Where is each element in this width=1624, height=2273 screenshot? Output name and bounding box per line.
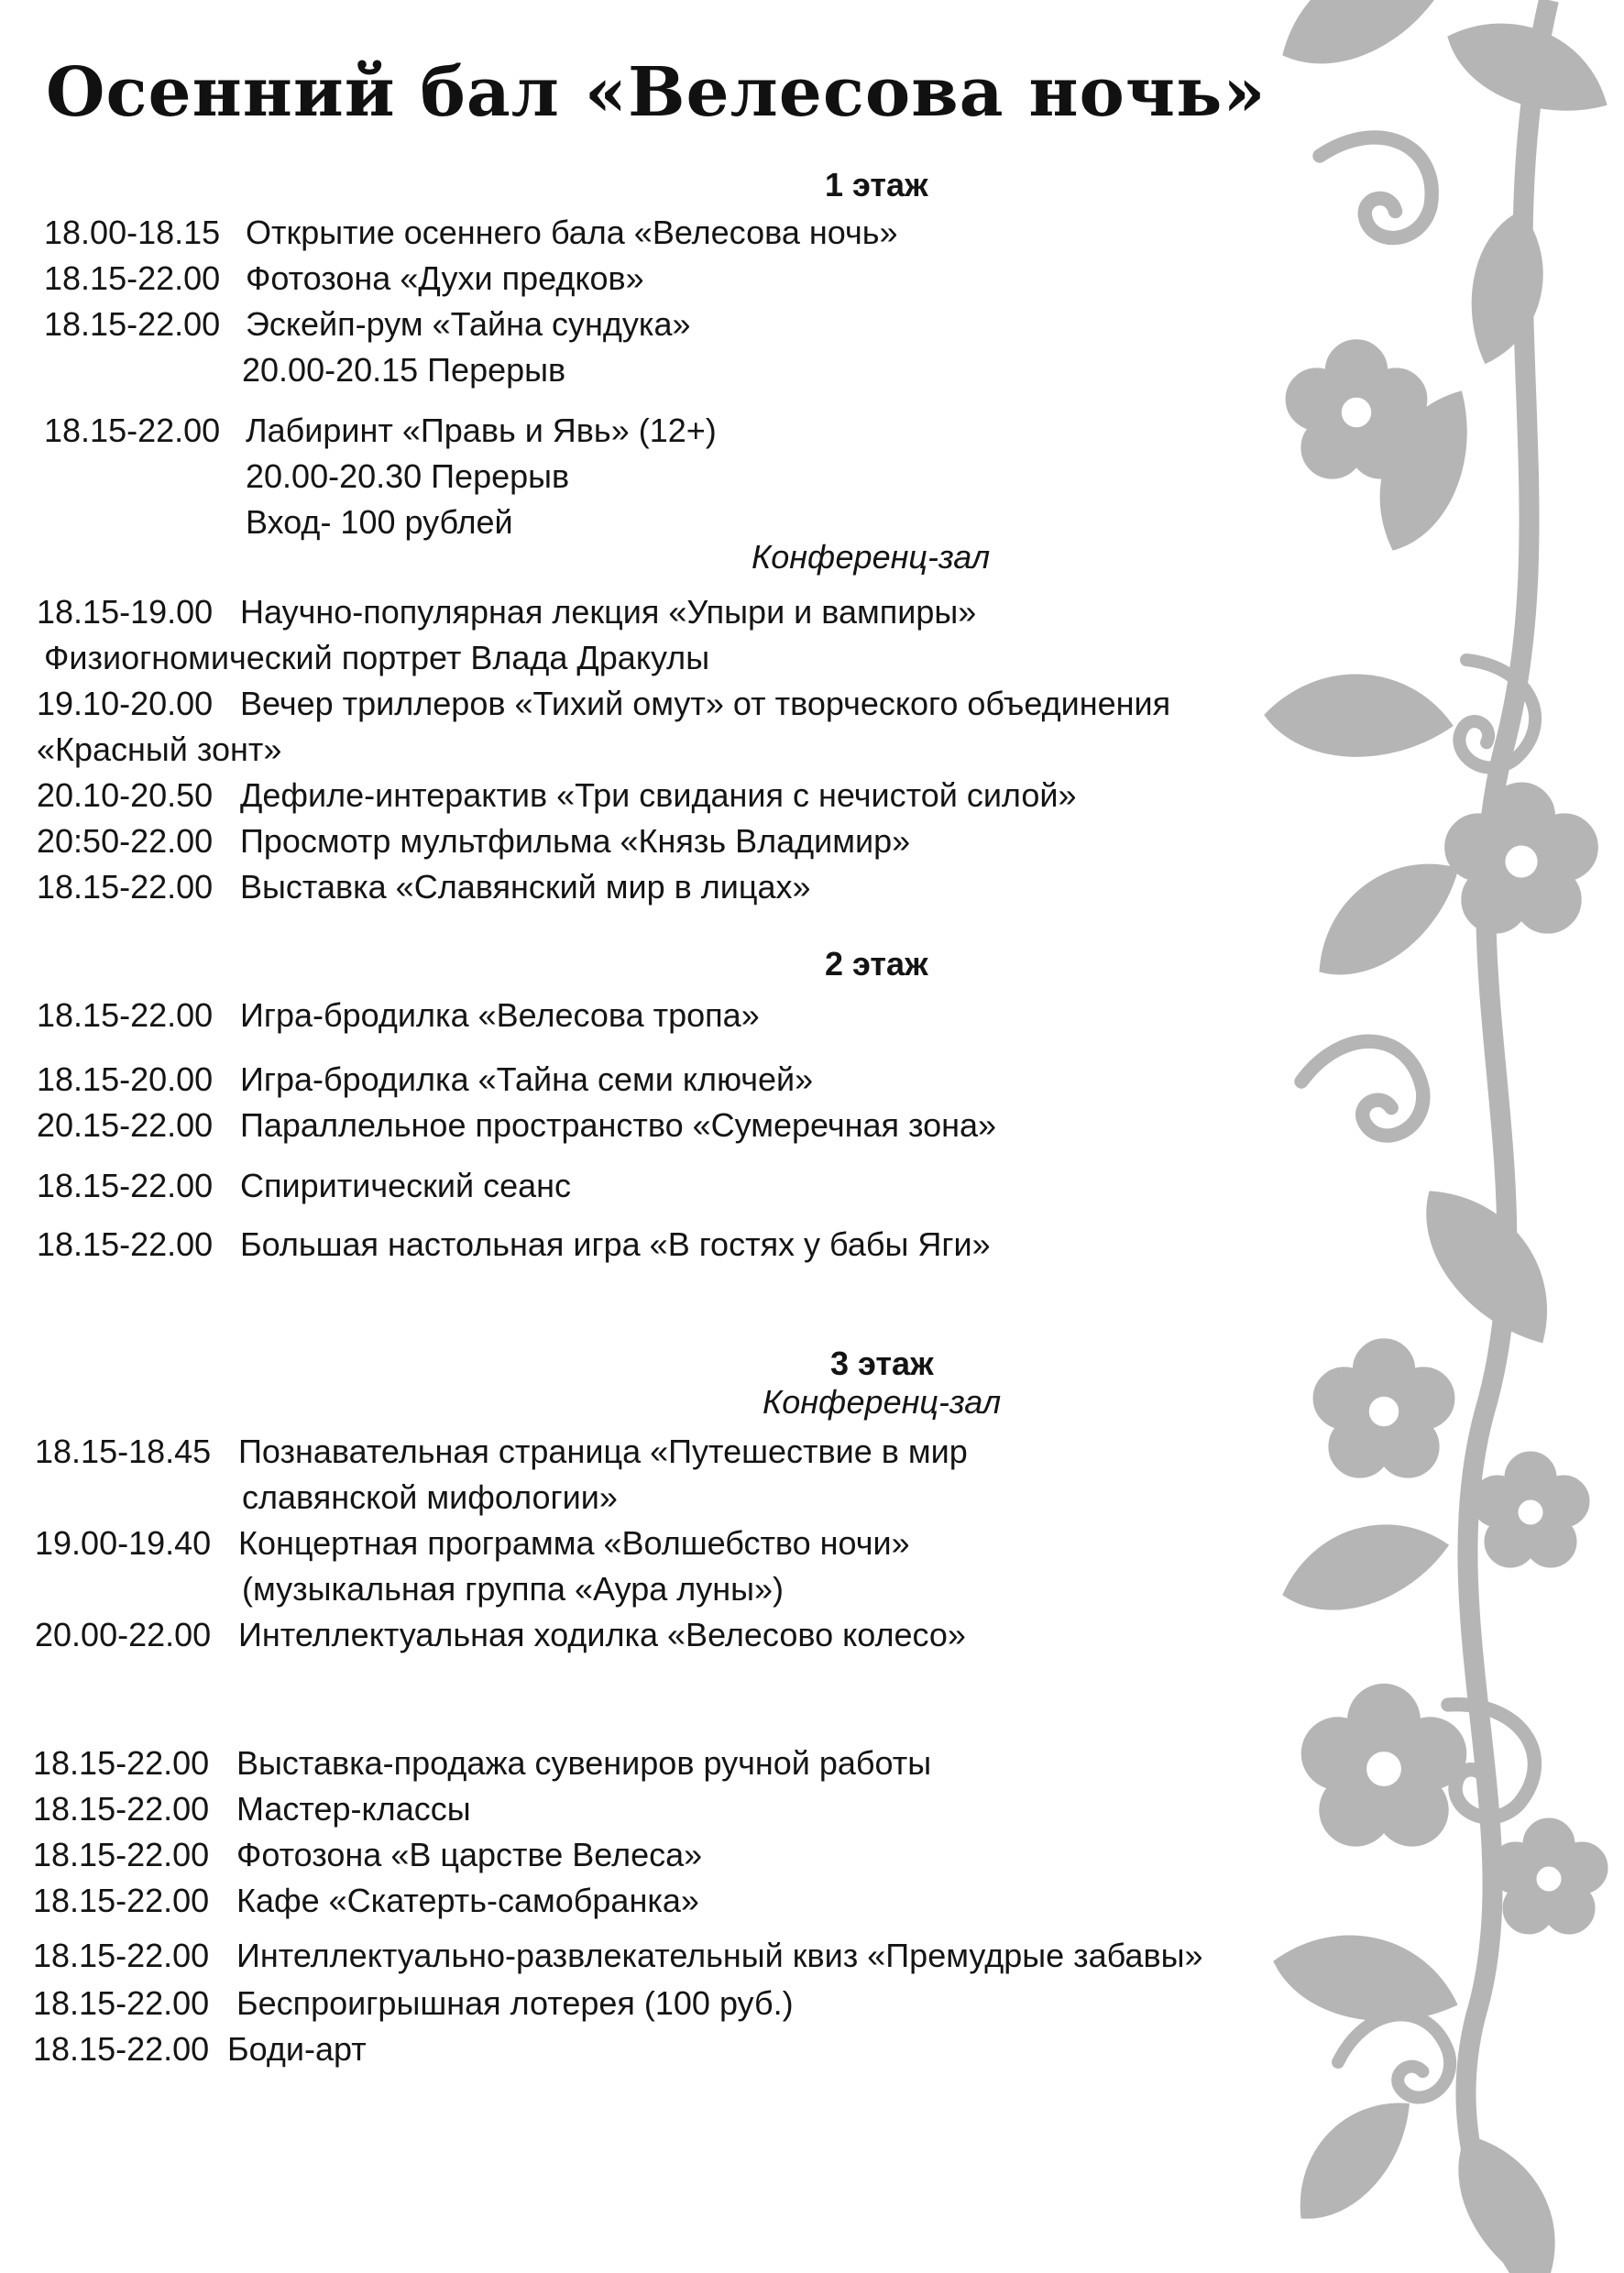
time: 18.15-22.00 — [37, 996, 214, 1034]
floor-1-heading: 1 этаж — [825, 166, 928, 203]
venue-label: Конференц-зал — [752, 538, 991, 576]
schedule-row — [44, 411, 717, 451]
activity: Интеллектуально-развлекательный квиз «Премудрые забавы» — [236, 1937, 1203, 1974]
activity: Эскейп-рум «Тайна сундука» — [246, 305, 691, 343]
schedule-row — [37, 1060, 814, 1100]
schedule-row — [33, 1881, 699, 1921]
time: 18.15-18.45 — [35, 1433, 212, 1470]
schedule-row — [37, 1166, 572, 1206]
schedule-row — [33, 1835, 703, 1875]
activity: Выставка-продажа сувениров ручной работы — [236, 1744, 932, 1782]
venue-label: Конференц-зал — [763, 1383, 1002, 1421]
schedule-row — [37, 867, 811, 907]
schedule-row — [37, 995, 760, 1036]
time: 18.15-22.00 — [33, 1984, 210, 2022]
time: 18.15-19.00 — [37, 593, 214, 631]
time: 19.00-19.40 — [35, 1524, 212, 1562]
time: 18.15-22.00 — [37, 1225, 214, 1263]
activity: Фотозона «В царстве Велеса» — [236, 1836, 703, 1873]
activity: Мастер-классы — [236, 1790, 471, 1828]
break-note: 20.00-20.30 Перерыв — [246, 457, 570, 495]
time: 18.15-20.00 — [37, 1060, 214, 1098]
activity: Большая настольная игра «В гостях у бабы Яги» — [240, 1225, 991, 1263]
activity-continuation: славянской мифологии» — [242, 1478, 618, 1516]
time: 18.15-22.00 — [33, 2030, 210, 2068]
schedule-row — [33, 1743, 932, 1784]
activity: Дефиле-интерактив «Три свидания с нечистой силой» — [240, 776, 1077, 814]
floor-3-heading: 3 этаж — [830, 1345, 934, 1382]
time: 18.15-22.00 — [33, 1882, 210, 1919]
activity: Беспроигрышная лотерея (100 руб.) — [236, 1984, 794, 2022]
activity: Спиритический сеанс — [240, 1167, 572, 1204]
activity: Познавательная страница «Путешествие в мир — [238, 1433, 968, 1470]
schedule-row — [33, 2029, 367, 2070]
schedule-row — [44, 258, 644, 299]
activity: Лабиринт «Правь и Явь» (12+) — [246, 412, 717, 449]
time: 18.15-22.00 — [33, 1836, 210, 1873]
schedule-row — [44, 213, 898, 253]
activity: Фотозона «Духи предков» — [246, 259, 644, 297]
time: 18.00-18.15 — [44, 214, 221, 251]
schedule-row — [35, 1615, 966, 1655]
break-note: 20.00-20.15 Перерыв — [242, 351, 566, 389]
schedule-row — [33, 1936, 1203, 1976]
activity-continuation: Физиогномический портрет Влада Дракулы — [44, 639, 710, 676]
activity: Интеллектуальная ходилка «Велесово колесо» — [238, 1616, 966, 1653]
schedule-row — [44, 304, 691, 345]
time: 18.15-22.00 — [33, 1937, 210, 1974]
time: 20:50-22.00 — [37, 822, 214, 860]
time: 18.15-22.00 — [33, 1790, 210, 1828]
activity-continuation: (музыкальная группа «Аура луны») — [242, 1570, 785, 1608]
schedule-row — [37, 684, 1171, 724]
schedule-row — [33, 1789, 471, 1829]
schedule-row — [37, 1105, 997, 1146]
price-note: Вход- 100 рублей — [246, 503, 513, 541]
activity: Параллельное пространство «Сумеречная зона» — [240, 1106, 997, 1144]
time: 18.15-22.00 — [44, 259, 221, 297]
schedule-row — [37, 592, 977, 632]
schedule-row — [37, 775, 1077, 816]
activity: Боди-арт — [227, 2030, 367, 2068]
schedule-row — [35, 1432, 968, 1472]
time: 19.10-20.00 — [37, 685, 214, 722]
activity: Выставка «Славянский мир в лицах» — [240, 868, 811, 906]
floor-2-heading: 2 этаж — [825, 945, 928, 983]
schedule-row — [35, 1523, 910, 1564]
floral-ornament — [1246, 0, 1624, 2273]
activity: Кафе «Скатерть-самобранка» — [236, 1882, 699, 1919]
time: 18.15-22.00 — [44, 412, 221, 449]
schedule-row — [37, 1224, 991, 1265]
activity: Открытие осеннего бала «Велесова ночь» — [246, 214, 898, 251]
time: 20.15-22.00 — [37, 1106, 214, 1144]
time: 18.15-22.00 — [37, 1167, 214, 1204]
activity-continuation: «Красный зонт» — [37, 730, 282, 768]
activity: Игра-бродилка «Велесова тропа» — [240, 996, 760, 1034]
page-title: Осенний бал «Велесова ночь» — [46, 53, 1267, 132]
schedule-row — [33, 1983, 794, 2024]
activity: Концертная программа «Волшебство ночи» — [238, 1524, 910, 1562]
activity: Научно-популярная лекция «Упыри и вампиры» — [240, 593, 977, 631]
time: 20.10-20.50 — [37, 776, 214, 814]
activity: Просмотр мультфильма «Князь Владимир» — [240, 822, 911, 860]
time: 20.00-22.00 — [35, 1616, 212, 1653]
time: 18.15-22.00 — [33, 1744, 210, 1782]
activity: Вечер триллеров «Тихий омут» от творческого объединения — [240, 685, 1171, 722]
time: 18.15-22.00 — [44, 305, 221, 343]
schedule-row — [37, 821, 911, 862]
time: 18.15-22.00 — [37, 868, 214, 906]
activity: Игра-бродилка «Тайна семи ключей» — [240, 1060, 814, 1098]
